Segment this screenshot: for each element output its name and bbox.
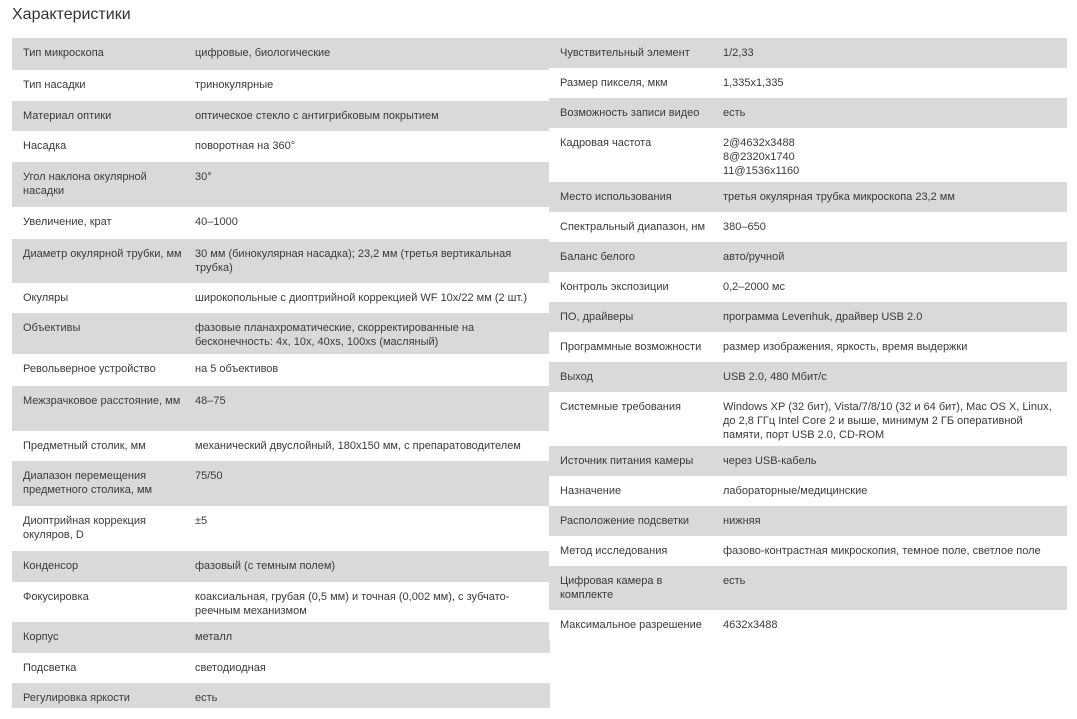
spec-row [549, 476, 1067, 506]
spec-row [549, 302, 1067, 332]
spec-row [549, 536, 1067, 566]
spec-value: авто/ручной [723, 251, 785, 263]
spec-value: USB 2.0, 480 Мбит/с [723, 371, 827, 383]
spec-row [12, 70, 550, 101]
spec-value: 1,335x1,335 [723, 77, 784, 89]
spec-value: механический двуслойный, 180x150 мм, с препаратоводителем [195, 440, 521, 452]
spec-label: Системные требования [560, 401, 681, 413]
spec-row [12, 622, 550, 653]
spec-label: Насадка [23, 140, 67, 152]
spec-value: 75/50 [195, 470, 223, 482]
spec-label: Цифровая камера в комплекте [560, 575, 663, 601]
spec-label: Объективы [23, 322, 81, 334]
spec-label: ПО, драйверы [560, 311, 634, 323]
spec-row [549, 38, 1067, 68]
spec-row [549, 68, 1067, 98]
spec-row [12, 582, 550, 622]
spec-label: Подсветка [23, 662, 77, 674]
spec-value: металл [195, 631, 233, 643]
spec-label: Кадровая частота [560, 137, 652, 149]
spec-value: Windows XP (32 бит), Vista/7/8/10 (32 и 64 бит), Mac OS X, Linux, до 2,8 ГГц Intel Core 2 и выше, минимум 2 ГБ оперативной памяти, порт USB 2.0, CD-ROM [723, 401, 1052, 441]
spec-row [12, 101, 550, 131]
spec-label: Контроль экспозиции [560, 281, 669, 293]
spec-label: Корпус [23, 631, 59, 643]
spec-label: Диаметр окулярной трубки, мм [23, 248, 182, 260]
spec-row [12, 239, 550, 283]
spec-value: фазово-контрастная микроскопия, темное поле, светлое поле [723, 545, 1041, 557]
spec-value: третья окулярная трубка микроскопа 23,2 мм [723, 191, 955, 203]
spec-label: Чувствительный элемент [560, 47, 690, 59]
spec-label: Тип насадки [23, 79, 86, 91]
spec-row [549, 332, 1067, 362]
spec-value: фазовые планахроматические, скорректированные на бесконечность: 4x, 10x, 40xs, 100xs (масляный) [195, 322, 475, 348]
spec-label: Расположение подсветки [560, 515, 690, 527]
spec-label: Диапазон перемещения предметного столика, мм [23, 470, 153, 496]
spec-value: 48–75 [195, 395, 226, 407]
spec-row [12, 131, 550, 162]
spec-value: есть [723, 107, 746, 119]
spec-row [12, 354, 550, 386]
spec-label: Размер пикселя, мкм [560, 77, 668, 89]
spec-row [549, 446, 1067, 476]
spec-value: на 5 объективов [195, 363, 279, 375]
spec-row [12, 431, 550, 461]
spec-value: размер изображения, яркость, время выдержки [723, 341, 968, 353]
spec-label: Межзрачковое расстояние, мм [23, 395, 181, 407]
spec-value: есть [195, 692, 218, 704]
spec-value: 30° [195, 171, 212, 183]
specs-left-column [12, 38, 550, 708]
spec-value: ±5 [195, 515, 208, 527]
spec-row [549, 242, 1067, 272]
spec-value: лабораторные/медицинские [723, 485, 868, 497]
spec-label: Конденсор [23, 560, 79, 572]
spec-row [12, 38, 550, 70]
spec-row [549, 362, 1067, 392]
spec-row [12, 207, 550, 239]
spec-row [549, 98, 1067, 128]
spec-row [549, 212, 1067, 242]
spec-label: Револьверное устройство [23, 363, 156, 375]
page-title: Характеристики [12, 6, 131, 23]
spec-label: Возможность записи видео [560, 107, 700, 119]
spec-value: 4632x3488 [723, 619, 778, 631]
spec-value: поворотная на 360° [195, 140, 296, 152]
spec-label: Регулировка яркости [23, 692, 130, 704]
spec-row [549, 392, 1067, 446]
spec-value: есть [723, 575, 746, 587]
spec-label: Источник питания камеры [560, 455, 694, 467]
spec-value: через USB-кабель [723, 455, 817, 467]
spec-row [12, 283, 550, 313]
spec-value: тринокулярные [195, 79, 274, 91]
spec-row [12, 506, 550, 551]
spec-row [12, 313, 550, 354]
spec-row [549, 128, 1067, 182]
spec-value: 0,2–2000 мс [723, 281, 785, 293]
spec-row [549, 610, 1067, 640]
spec-label: Метод исследования [560, 545, 668, 557]
spec-label: Предметный столик, мм [23, 440, 146, 452]
spec-label: Тип микроскопа [23, 47, 104, 59]
spec-row [12, 386, 550, 431]
spec-label: Программные возможности [560, 341, 702, 353]
spec-value: программа Levenhuk, драйвер USB 2.0 [723, 311, 923, 323]
specs-right-column [549, 38, 1067, 640]
spec-label: Место использования [560, 191, 672, 203]
spec-row [549, 566, 1067, 610]
spec-row [12, 653, 550, 683]
spec-value: оптическое стекло с антигрибковым покрытием [195, 110, 439, 122]
spec-row [549, 182, 1067, 212]
spec-label: Увеличение, крат [23, 216, 112, 228]
spec-row [12, 461, 550, 506]
spec-row [12, 551, 550, 582]
spec-row [12, 683, 550, 708]
spec-row [549, 506, 1067, 536]
spec-value: коаксиальная, грубая (0,5 мм) и точная (0,002 мм), с зубчато-реечным механизмом [195, 591, 510, 617]
spec-value: 40–1000 [195, 216, 238, 228]
spec-value: 1/2,33 [723, 47, 754, 59]
spec-value: 380–650 [723, 221, 766, 233]
spec-label: Выход [560, 371, 593, 383]
spec-label: Спектральный диапазон, нм [560, 221, 706, 233]
spec-value: широкопольные с диоптрийной коррекцией WF 10x/22 мм (2 шт.) [195, 292, 528, 304]
spec-value: 2@4632x3488 8@2320x1740 11@1536x1160 [723, 137, 800, 177]
spec-label: Фокусировка [23, 591, 89, 603]
spec-row [549, 272, 1067, 302]
spec-value: светодиодная [195, 662, 266, 674]
spec-label: Максимальное разрешение [560, 619, 702, 631]
spec-value: фазовый (с темным полем) [195, 560, 336, 572]
spec-row [12, 162, 550, 207]
spec-value: нижняя [723, 515, 761, 527]
spec-value: цифровые, биологические [195, 47, 331, 59]
spec-label: Назначение [560, 485, 622, 497]
spec-label: Диоптрийная коррекция окуляров, D [23, 515, 146, 541]
spec-label: Баланс белого [560, 251, 635, 263]
spec-label: Окуляры [23, 292, 69, 304]
spec-label: Угол наклона окулярной насадки [23, 171, 147, 197]
spec-value: 30 мм (бинокулярная насадка); 23,2 мм (третья вертикальная трубка) [195, 248, 512, 274]
spec-label: Материал оптики [23, 110, 112, 122]
